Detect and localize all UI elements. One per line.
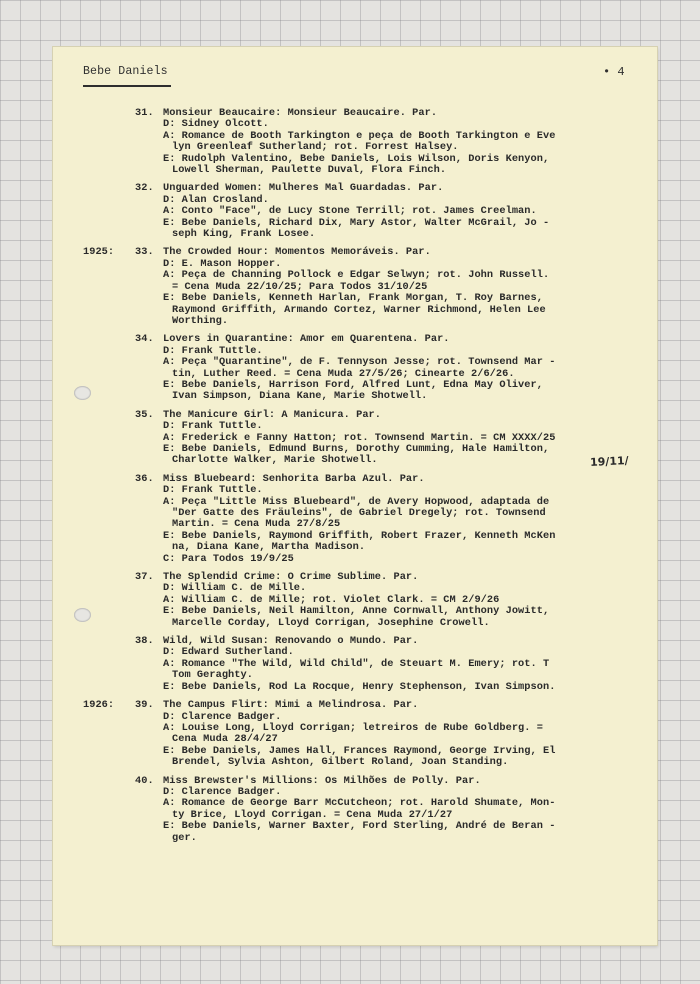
filmography-list: [83, 108, 653, 851]
credit-line: E: Rudolph Valentino, Bebe Daniels, Lois Wilson, Doris Kenyon,: [163, 152, 550, 165]
credit-continuation: Marcelle Corday, Lloyd Corrigan, Josephine Crowell.: [172, 616, 490, 629]
film-title: Miss Bluebeard: Senhorita Barba Azul. Par.: [163, 472, 425, 485]
credit-line: D: Clarence Badger.: [163, 710, 282, 723]
credit-continuation: seph King, Frank Losee.: [172, 228, 316, 241]
credit-continuation: Martin. = Cena Muda 27/8/25: [172, 518, 341, 531]
header-underline: [83, 85, 171, 87]
credit-line: E: Bebe Daniels, Rod La Rocque, Henry Stephenson, Ivan Simpson.: [163, 680, 556, 693]
credit-continuation: = Cena Muda 22/10/25; Para Todos 31/10/25: [172, 280, 428, 293]
credit-line: D: Edward Sutherland.: [163, 646, 294, 659]
credit-continuation: Cena Muda 28/4/27: [172, 733, 278, 746]
credit-line: A: William C. de Mille; rot. Violet Clark. = CM 2/9/26: [163, 593, 500, 606]
film-entry: [83, 108, 653, 176]
entry-number: 33.: [135, 246, 154, 259]
page-header-name: Bebe Daniels: [83, 65, 168, 78]
credit-line: D: E. Mason Hopper.: [163, 257, 282, 270]
credit-line: C: Para Todos 19/9/25: [163, 552, 294, 565]
typewritten-page: [53, 47, 657, 945]
credit-line: A: Romance "The Wild, Wild Child", de Steuart M. Emery; rot. T: [163, 657, 550, 670]
credit-continuation: Ivan Simpson, Diana Kane, Marie Shotwell.: [172, 390, 428, 403]
film-entry: [83, 572, 653, 629]
credit-continuation: ty Brice, Lloyd Corrigan. = Cena Muda 27/1/27: [172, 808, 453, 821]
film-entry: [83, 776, 653, 844]
film-entry: [83, 183, 653, 240]
credit-line: D: Frank Tuttle.: [163, 420, 263, 433]
credit-line: E: Bebe Daniels, James Hall, Frances Raymond, George Irving, El: [163, 744, 556, 757]
credit-continuation: lyn Greenleaf Sutherland; rot. Forrest Halsey.: [172, 141, 459, 154]
film-entry: [83, 474, 653, 565]
credit-line: E: Bebe Daniels, Neil Hamilton, Anne Cornwall, Anthony Jowitt,: [163, 605, 550, 618]
credit-line: A: Romance de Booth Tarkington e peça de Booth Tarkington e Eve: [163, 129, 556, 142]
entry-number: 40.: [135, 774, 154, 787]
credit-line: D: Alan Crosland.: [163, 193, 269, 206]
film-title: The Manicure Girl: A Manicura. Par.: [163, 408, 382, 421]
credit-line: A: Peça de Channing Pollock e Edgar Selwyn; rot. John Russell.: [163, 269, 550, 282]
credit-line: E: Bebe Daniels, Edmund Burns, Dorothy Cumming, Hale Hamilton,: [163, 442, 550, 455]
credit-continuation: Tom Geraghty.: [172, 669, 253, 682]
credit-continuation: ger.: [172, 831, 197, 844]
entry-number: 38.: [135, 635, 154, 648]
film-entry: [83, 334, 653, 402]
credit-line: E: Bebe Daniels, Raymond Griffith, Robert Frazer, Kenneth McKen: [163, 529, 556, 542]
film-title: Miss Brewster's Millions: Os Milhões de Polly. Par.: [163, 774, 481, 787]
credit-line: D: Sidney Olcott.: [163, 118, 269, 131]
entry-number: 34.: [135, 333, 154, 346]
film-entry: [83, 247, 653, 327]
credit-continuation: Worthing.: [172, 314, 229, 327]
credit-line: E: Bebe Daniels, Harrison Ford, Alfred Lunt, Edna May Oliver,: [163, 378, 543, 391]
credit-line: A: Peça "Little Miss Bluebeard", de Avery Hopwood, adaptada de: [163, 495, 550, 508]
handwritten-annotation: 19/11/: [589, 453, 629, 470]
credit-continuation: Lowell Sherman, Paulette Duval, Flora Finch.: [172, 164, 447, 177]
page-number: • 4: [603, 65, 625, 79]
film-title: Unguarded Women: Mulheres Mal Guardadas. Par.: [163, 182, 444, 195]
credit-line: A: Peça "Quarantine", de F. Tennyson Jesse; rot. Townsend Mar -: [163, 356, 556, 369]
credit-line: A: Frederick e Fanny Hatton; rot. Townsend Martin. = CM XXXX/25: [163, 431, 556, 444]
film-entry: [83, 636, 653, 693]
credit-line: A: Louise Long, Lloyd Corrigan; letreiros de Rube Goldberg. =: [163, 721, 543, 734]
film-title: The Splendid Crime: O Crime Sublime. Par.: [163, 571, 419, 584]
credit-continuation: Raymond Griffith, Armando Cortez, Warner Richmond, Helen Lee: [172, 303, 546, 316]
credit-continuation: "Der Gatte des Fräuleins", de Gabriel Dregely; rot. Townsend: [172, 507, 546, 519]
credit-continuation: Charlotte Walker, Marie Shotwell.: [172, 454, 378, 467]
entry-number: 39.: [135, 699, 154, 712]
credit-line: E: Bebe Daniels, Kenneth Harlan, Frank Morgan, T. Roy Barnes,: [163, 292, 543, 305]
entry-number: 36.: [135, 472, 154, 485]
credit-continuation: Brendel, Sylvia Ashton, Gilbert Roland, Joan Standing.: [172, 756, 509, 769]
credit-line: E: Bebe Daniels, Warner Baxter, Ford Sterling, André de Beran -: [163, 820, 556, 833]
credit-line: A: Romance de George Barr McCutcheon; rot. Harold Shumate, Mon-: [163, 797, 556, 810]
entry-number: 31.: [135, 107, 154, 119]
credit-continuation: tin, Luther Reed. = Cena Muda 27/5/26; Cinearte 2/6/26.: [172, 367, 515, 380]
film-title: The Campus Flirt: Mimi a Melindrosa. Par.: [163, 699, 419, 712]
credit-line: D: Frank Tuttle.: [163, 344, 263, 357]
credit-line: A: Conto "Face", de Lucy Stone Terrill; rot. James Creelman.: [163, 205, 537, 218]
entry-number: 32.: [135, 182, 154, 195]
year-label: 1926:: [83, 699, 115, 712]
film-title: Wild, Wild Susan: Renovando o Mundo. Par.: [163, 635, 419, 648]
credit-line: E: Bebe Daniels, Richard Dix, Mary Astor, Walter McGrail, Jo -: [163, 216, 550, 229]
film-title: The Crowded Hour: Momentos Memoráveis. Par.: [163, 246, 431, 259]
film-entry: [83, 700, 653, 768]
credit-line: D: Frank Tuttle.: [163, 484, 263, 497]
credit-continuation: na, Diana Kane, Martha Madison.: [172, 541, 366, 554]
entry-number: 37.: [135, 571, 154, 584]
film-entry: [83, 408, 653, 470]
film-title: Monsieur Beaucaire: Monsieur Beaucaire. Par.: [163, 107, 438, 119]
credit-line: D: Clarence Badger.: [163, 785, 282, 798]
year-label: 1925:: [83, 246, 115, 259]
film-title: Lovers in Quarantine: Amor em Quarentena. Par.: [163, 333, 450, 346]
credit-line: D: William C. de Mille.: [163, 582, 307, 595]
entry-number: 35.: [135, 408, 154, 421]
